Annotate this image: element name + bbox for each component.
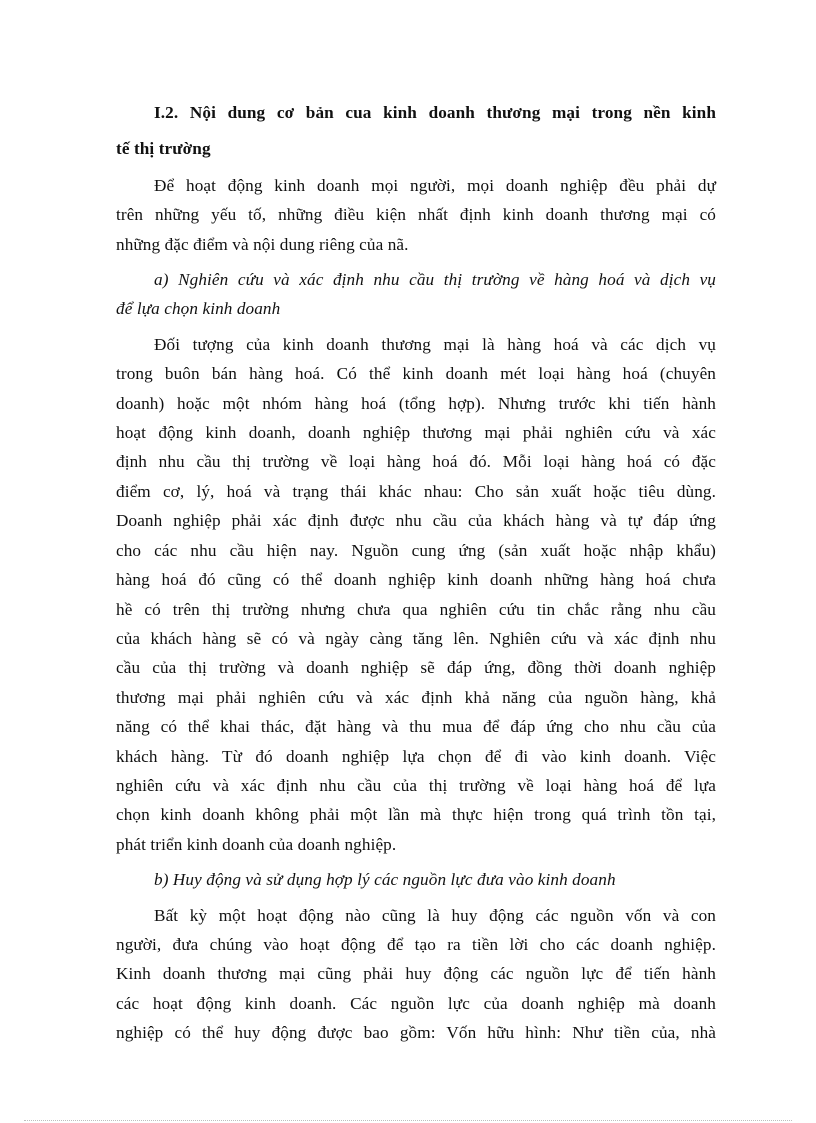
heading-line: I.2. Nội dung cơ bản cua kinh doanh thương mại trong nền kinh: [154, 103, 716, 122]
italic-line: để lựa chọn kinh doanh: [116, 299, 281, 319]
text-line: năng có thể khai thác, đặt hàng và thu mua để đáp ứng cho nhu cầu của: [116, 717, 716, 737]
subsection-b-title: [116, 865, 716, 894]
text-line: Bất kỳ một hoạt động nào cũng là huy động các nguồn vốn và con: [154, 905, 716, 925]
text-line: khách hàng. Từ đó doanh nghiệp lựa chọn để đi vào kinh doanh. Việc: [116, 746, 716, 766]
text-line: định nhu cầu thị trường về loại hàng hoá đó. Mỗi loại hàng hoá có đặc: [116, 452, 716, 472]
text-line: Để hoạt động kinh doanh mọi người, mọi doanh nghiệp đều phải dự: [154, 175, 716, 195]
italic-line: b) Huy động và sử dụng hợp lý các nguồn lực đưa vào kinh doanh: [154, 870, 616, 890]
text-line: Kinh doanh thương mại cũng phải huy động các nguồn lực để tiến hành: [116, 964, 716, 984]
text-line: nghiệp có thể huy động được bao gồm: Vốn hữu hình: Như tiền của, nhà: [116, 1023, 716, 1043]
subsection-b-body: [116, 901, 716, 1048]
text-line: chọn kinh doanh không phải một lần mà thực hiện trong quá trình tồn tại,: [116, 805, 716, 825]
text-line: hàng hoá đó cũng có thể doanh nghiệp kinh doanh những hàng hoá chưa: [116, 570, 716, 590]
text-line: người, đưa chúng vào hoạt động để tạo ra tiền lời cho các doanh nghiệp.: [116, 934, 716, 954]
document-page: [116, 98, 716, 1052]
text-line: Đối tượng của kinh doanh thương mại là hàng hoá và các dịch vụ: [154, 334, 716, 354]
text-line: thương mại phải nghiên cứu và xác định khả năng của nguồn hàng, khả: [116, 687, 716, 707]
text-line: các hoạt động kinh doanh. Các nguồn lực của doanh nghiệp mà doanh: [116, 993, 716, 1013]
text-line: những đặc điểm và nội dung riêng của nã.: [116, 234, 409, 254]
text-line: phát triển kinh doanh của doanh nghiệp.: [116, 834, 397, 854]
heading-line: tế thị trường: [116, 139, 211, 159]
intro-paragraph: [116, 171, 716, 259]
text-line: trong buôn bán hàng hoá. Có thể kinh doanh mét loại hàng hoá (chuyên: [116, 364, 716, 384]
text-line: Doanh nghiệp phải xác định được nhu cầu của khách hàng và tự đáp ứng: [116, 511, 716, 531]
text-line: nghiên cứu và xác định nhu cầu của thị trường về loại hàng hoá để lựa: [116, 775, 716, 795]
page-bottom-border: [24, 1120, 792, 1121]
text-line: hoạt động kinh doanh, doanh nghiệp thương mại phải nghiên cứu và xác: [116, 423, 716, 443]
text-line: điểm cơ, lý, hoá và trạng thái khác nhau: Cho sản xuất hoặc tiêu dùng.: [116, 481, 716, 501]
subsection-a-title: [116, 265, 716, 324]
section-heading: [116, 98, 716, 164]
text-line: trên những yếu tố, những điều kiện nhất định kinh doanh thương mại có: [116, 205, 716, 225]
subsection-a-body: [116, 330, 716, 859]
text-line: doanh) hoặc một nhóm hàng hoá (tổng hợp). Nhưng trước khi tiến hành: [116, 393, 716, 413]
text-line: của khách hàng sẽ có và ngày càng tăng lên. Nghiên cứu và xác định nhu: [116, 628, 716, 648]
text-line: cầu của thị trường và doanh nghiệp sẽ đáp ứng, đồng thời doanh nghiệp: [116, 658, 716, 678]
text-line: cho các nhu cầu hiện nay. Nguồn cung ứng (sản xuất hoặc nhập khẩu): [116, 540, 716, 560]
italic-line: a) Nghiên cứu và xác định nhu cầu thị trường về hàng hoá và dịch vụ: [154, 270, 716, 290]
text-line: hề có trên thị trường nhưng chưa qua nghiên cứu tin chắc rằng nhu cầu: [116, 599, 716, 619]
